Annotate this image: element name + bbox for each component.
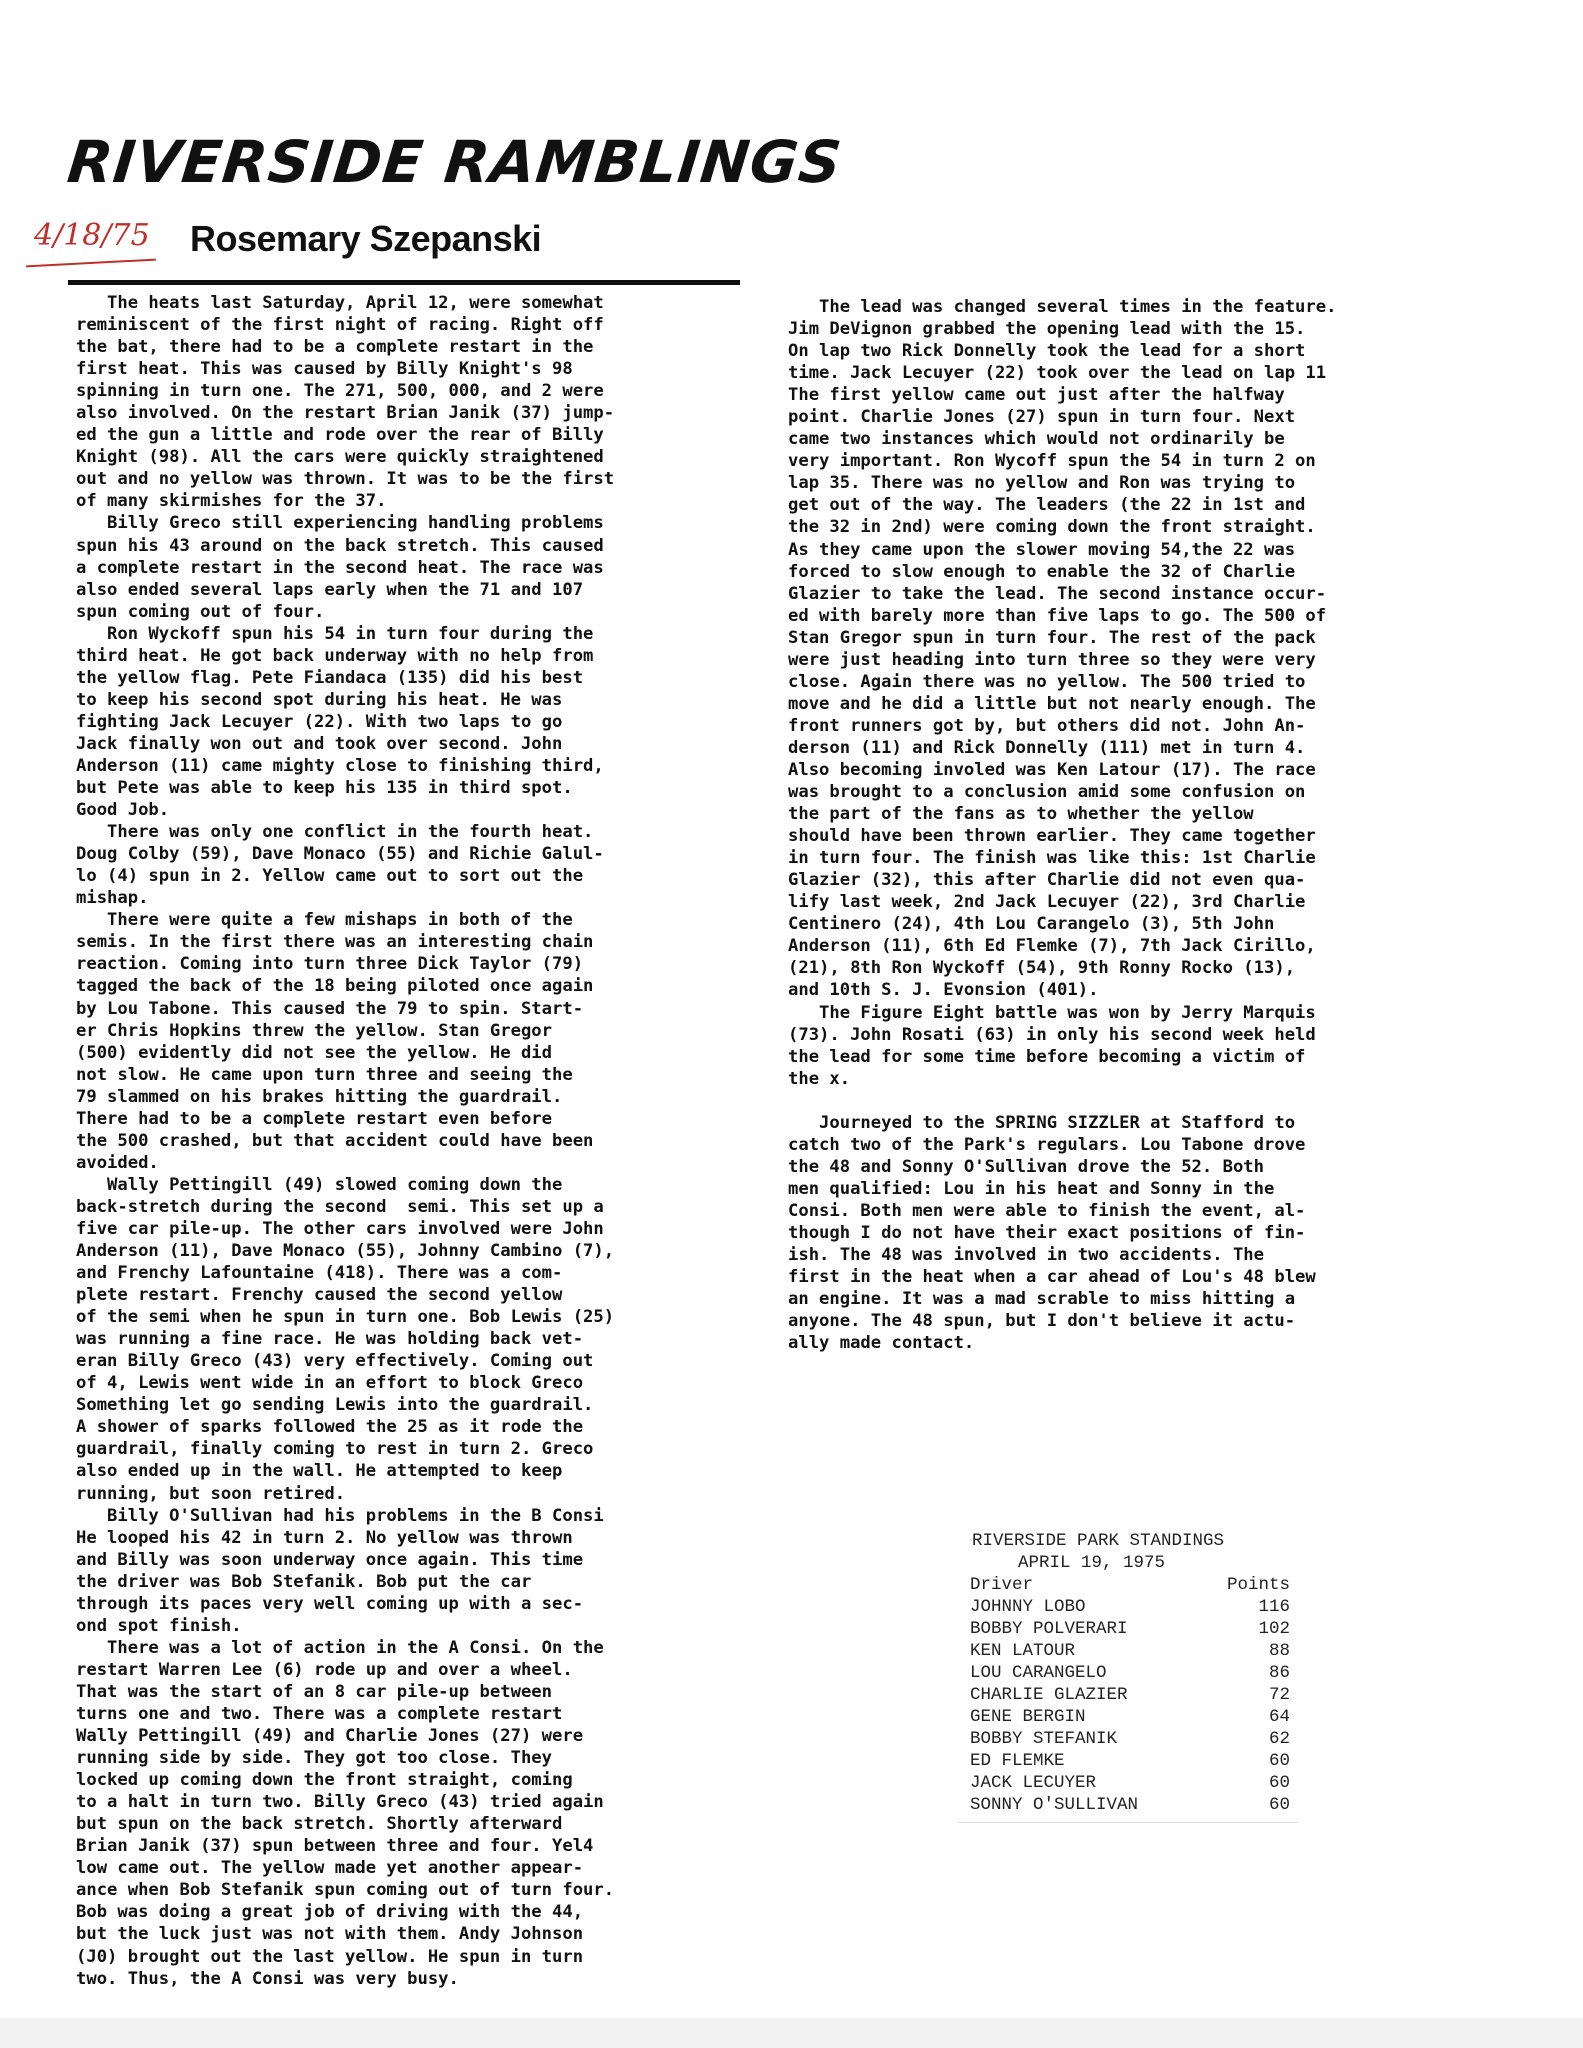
standings-row [970,1684,1290,1706]
article-text-line: get out of the way. The leaders (the 22 in 1st and [788,495,1306,516]
article-text-line: Journeyed to the SPRING SIZZLER at Stafford to [788,1112,1296,1133]
article-text-line: The Figure Eight battle was won by Jerry Marquis [788,1002,1316,1023]
article-text-line: point. Charlie Jones (27) spun in turn four. Next [788,407,1296,428]
standings-points-header: Points [1226,1575,1290,1595]
article-text-line: The first yellow came out just after the halfway [788,385,1285,406]
standings-table [970,1530,1290,1816]
article-text-line: low came out. The yellow made yet another appear- [76,1858,584,1879]
header-rule [68,280,740,285]
article-text-line: mishap. [76,888,149,909]
standings-driver: JACK LECUYER [970,1773,1097,1793]
article-text-line: Jim DeVignon grabbed the opening lead with the 15. [788,319,1306,340]
standings-driver: BOBBY POLVERARI [970,1619,1128,1639]
article-text-line: lo (4) spun in 2. Yellow came out to sort out the [76,866,584,887]
article-text-line: men qualified: Lou in his heat and Sonny in the [788,1178,1275,1199]
article-text-line: Also becoming involed was Ken Latour (17). The race [788,759,1316,780]
article-text-line: but spun on the back stretch. Shortly afterward [76,1814,563,1835]
article-text-line: of the semi when he spun in turn one. Bob Lewis (25) [76,1307,615,1328]
article-text-line: Good Job. [76,800,170,821]
article-text-line: Bob was doing a great job of driving with the 44, [76,1902,584,1923]
article-text-line: the 500 crashed, but that accident could have been [76,1130,594,1151]
standings-driver: SONNY O'SULLIVAN [970,1795,1139,1815]
page-bottom-edge [0,2018,1583,2048]
article-text-line: lify last week, 2nd Jack Lecuyer (22), 3rd Charlie [788,892,1306,913]
article-text-line: anyone. The 48 spun, but I don't believe it actu- [788,1311,1296,1332]
article-text-line: semis. In the first there was an interesting chain [76,932,594,953]
article-text-line: lap 35. There was no yellow and Ron was trying to [788,473,1296,494]
standings-points: 60 [1268,1773,1290,1793]
article-text-line: Glazier (32), this after Charlie did not even qua- [788,870,1306,891]
article-text-line: catch two of the Park's regulars. Lou Tabone drove [788,1134,1306,1155]
article-text-line: plete restart. Frenchy caused the second yellow [76,1285,563,1306]
headline: RIVERSIDE RAMBLINGS [64,128,846,196]
standings-row [970,1640,1290,1662]
article-text-line: the lead for some time before becoming a victim of [788,1046,1306,1067]
standings-row [970,1794,1290,1816]
article-text-line: and Billy was soon underway once again. This time [76,1549,584,1570]
article-text-line: front runners got by, but others did not. John An- [788,715,1306,736]
article-text-line: reaction. Coming into turn three Dick Taylor (79) [76,954,584,975]
article-text-line: There was a lot of action in the A Consi. On the [76,1637,604,1658]
right-column [788,296,1478,1354]
article-text-line: first in the heat when a car ahead of Lou's 48 blew [788,1267,1316,1288]
handwritten-date: 4/18/75 [34,218,150,253]
article-text-line: A shower of sparks followed the 25 as it rode the [76,1417,584,1438]
standings-points: 102 [1258,1619,1290,1639]
article-text-line: As they came upon the slower moving 54,the 22 was [788,539,1296,560]
byline: Rosemary Szepanski [190,218,542,259]
article-text-line: er Chris Hopkins threw the yellow. Stan Gregor [76,1020,552,1041]
article-text-line: of many skirmishes for the 37. [76,491,387,512]
article-text-line: running, but soon retired. [76,1483,346,1504]
standings-points: 60 [1268,1751,1290,1771]
standings-row [970,1662,1290,1684]
article-text-line: On lap two Rick Donnelly took the lead for a short [788,341,1306,362]
article-text-line: (21), 8th Ron Wyckoff (54), 9th Ronny Rocko (13), [788,958,1296,979]
standings-points: 60 [1268,1795,1290,1815]
article-text-line: also ended several laps early when the 71 and 107 [76,579,584,600]
article-text-line: the yellow flag. Pete Fiandaca (135) did his best [76,667,584,688]
standings-points: 88 [1268,1641,1290,1661]
article-text-line: the bat, there had to be a complete restart in the [76,337,594,358]
article-text-line: Jack finally won out and took over second. John [76,733,563,754]
article-text-line: locked up coming down the front straight, coming [76,1770,573,1791]
standings-points: 64 [1268,1707,1290,1727]
article-text-line: Stan Gregor spun in turn four. The rest of the pack [788,627,1316,648]
article-text-line: two. Thus, the A Consi was very busy. [76,1968,459,1989]
article-text-line: There was only one conflict in the fourth heat. [76,822,594,843]
article-text-line: but the luck just was not with them. Andy Johnson [76,1924,584,1945]
article-text-line: Billy Greco still experiencing handling problems [76,513,604,534]
article-text-line: the part of the fans as to whether the yellow [788,804,1254,825]
article-text-line: Consi. Both men were able to finish the event, al- [788,1200,1306,1221]
article-text-line: also ended up in the wall. He attempted to keep [76,1461,563,1482]
article-text-line: turns one and two. There was a complete restart [76,1704,563,1724]
article-text-line: Anderson (11) came mighty close to finishing third, [76,755,604,776]
article-text-line: There were quite a few mishaps in both of the [76,910,573,931]
article-text-line: an engine. It was a mad scrable to miss hitting a [788,1289,1296,1310]
article-text-line: spun coming out of four. [76,601,325,622]
standings-row [970,1772,1290,1794]
article-text-line: Glazier to take the lead. The second instance occur- [788,583,1327,604]
article-text-line: spun his 43 around on the back stretch. This caused [76,535,604,556]
article-text-line: derson (11) and Rick Donnelly (111) met in turn 4. [788,737,1306,758]
article-text-line: should have been thrown earlier. They came together [788,826,1316,847]
article-text-line: though I do not have their exact positions of fin- [788,1222,1306,1243]
article-text-line: very important. Ron Wycoff spun the 54 in turn 2 on [788,451,1316,472]
article-text-line: reminiscent of the first night of racing. Right off [76,315,604,336]
article-text-line: ance when Bob Stefanik spun coming out of turn four. [76,1880,615,1901]
article-text-line: first heat. This was caused by Billy Knight's 98 [76,359,573,380]
article-text-line: by Lou Tabone. This caused the 79 to spin. Start- [76,998,584,1019]
standings-rows [970,1596,1290,1816]
article-text-line: and 10th S. J. Evonsion (401). [788,980,1099,1001]
article-text-line: The lead was changed several times in the feature. [788,297,1337,317]
article-text-line: The heats last Saturday, April 12, were somewhat [76,293,604,313]
standings-driver: BOBBY STEFANIK [970,1729,1118,1749]
article-text-line: Something let go sending Lewis into the guardrail. [76,1395,594,1416]
article-text-line: of 4, Lewis went wide in an effort to block Greco [76,1373,584,1394]
article-text-line: guardrail, finally coming to rest in turn 2. Greco [76,1439,594,1460]
article-text-line: (500) evidently did not see the yellow. He did [76,1042,552,1063]
standings-driver: ED FLEMKE [970,1751,1065,1771]
article-text-line: Anderson (11), 6th Ed Flemke (7), 7th Jack Cirillo, [788,936,1316,957]
standings-row [970,1728,1290,1750]
article-text-line: was running a fine race. He was holding back vet- [76,1329,584,1350]
article-text-line: the 32 in 2nd) were coming down the front straight. [788,517,1316,538]
article-text-line: He looped his 42 in turn 2. No yellow was thrown [76,1527,573,1548]
article-text-line: eran Billy Greco (43) very effectively. Coming out [76,1351,594,1372]
article-text-line: came two instances which would not ordinarily be [788,429,1285,450]
article-text-line: was brought to a conclusion amid some confusion on [788,782,1306,803]
article-text-line: and Frenchy Lafountaine (418). There was a com- [76,1263,563,1284]
left-column [76,292,736,1990]
article-text-line: tagged the back of the 18 being piloted once again [76,976,594,997]
article-text-line: five car pile-up. The other cars involved were John [76,1218,604,1239]
article-text-line: avoided. [76,1152,159,1173]
article-text-line: to keep his second spot during his heat. He was [76,689,563,710]
article-text-line: close. Again there was no yellow. The 500 tried to [788,671,1306,692]
article-text-line: (73). John Rosati (63) in only his second week held [788,1024,1316,1045]
article-text-line: There had to be a complete restart even before [76,1108,552,1129]
article-text-line: the x. [788,1068,851,1089]
article-text-line: back-stretch during the second semi. This set up a [76,1196,604,1217]
standings-driver: KEN LATOUR [970,1641,1076,1661]
article-text-line: Centinero (24), 4th Lou Carangelo (3), 5th John [788,914,1275,935]
standings-row [970,1706,1290,1728]
article-text-line: spinning in turn one. The 271, 500, 000, and 2 were [76,381,604,402]
article-text-line: Anderson (11), Dave Monaco (55), Johnny Cambino (7), [76,1241,615,1262]
article-text-line: Brian Janik (37) spun between three and four. Yel4 [76,1836,594,1857]
article-text-line: fighting Jack Lecuyer (22). With two laps to go [76,711,563,732]
standings-row [970,1750,1290,1772]
standings-points: 116 [1258,1597,1290,1617]
article-text-line: ally made contact. [788,1333,975,1354]
article-text-line: out and no yellow was thrown. It was to be the first [76,469,615,490]
article-text-line: the 48 and Sonny O'Sullivan drove the 52. Both [788,1156,1264,1177]
article-text-line: (J0) brought out the last yellow. He spun in turn [76,1946,584,1967]
article-text-line: ish. The 48 was involved in two accidents. The [788,1245,1264,1266]
standings-driver: GENE BERGIN [970,1707,1086,1727]
article-text-line: not slow. He came upon turn three and seeing the [76,1064,573,1085]
article-text-line: Billy O'Sullivan had his problems in the B Consi [76,1505,604,1526]
article-text-line: but Pete was able to keep his 135 in third spot. [76,778,573,799]
article-text-line: 79 slammed on his brakes hitting the guardrail. [76,1086,563,1107]
article-text-line: were just heading into turn three so they were very [788,649,1316,670]
article-text-line: ed the gun a little and rode over the rear of Billy [76,425,604,446]
article-text-line: Doug Colby (59), Dave Monaco (55) and Richie Galul- [76,844,604,865]
standings-points: 72 [1268,1685,1290,1705]
article-text-line: time. Jack Lecuyer (22) took over the lead on lap 11 [788,363,1327,384]
standings-points: 86 [1268,1663,1290,1683]
article-text-line: Wally Pettingill (49) and Charlie Jones (27) were [76,1726,584,1747]
article-text-line: a complete restart in the second heat. The race was [76,557,604,578]
standings-driver: JOHNNY LOBO [970,1597,1086,1617]
standings-row [970,1596,1290,1618]
article-text-line: in turn four. The finish was like this: 1st Charlie [788,848,1316,869]
article-text-line: move and he did a little but not nearly enough. The [788,693,1316,714]
standings-date: APRIL 19, 1975 [1018,1553,1166,1573]
article-text-line: Knight (98). All the cars were quickly straightened [76,447,604,468]
standings-driver: LOU CARANGELO [970,1663,1107,1683]
standings-header [970,1574,1290,1596]
standings-driver-header: Driver [970,1575,1034,1595]
standings-title: RIVERSIDE PARK STANDINGS [972,1531,1225,1551]
article-text-line: ed with barely more than five laps to go. The 500 of [788,605,1327,626]
article-text-line: also involved. On the restart Brian Janik (37) jump- [76,403,615,424]
handwritten-underline [26,259,156,268]
article-text-line [788,1090,1478,1112]
article-text-line: through its paces very well coming up with a sec- [76,1593,584,1614]
article-text-line: restart Warren Lee (6) rode up and over a wheel. [76,1659,573,1680]
standings-driver: CHARLIE GLAZIER [970,1685,1128,1705]
article-text-line: third heat. He got back underway with no help from [76,645,594,666]
article-text-line: ond spot finish. [76,1615,242,1636]
article-text-line: forced to slow enough to enable the 32 of Charlie [788,561,1296,582]
article-text-line: to a halt in turn two. Billy Greco (43) tried again [76,1792,604,1813]
article-text-line: That was the start of an 8 car pile-up between [76,1681,552,1702]
article-text-line: Wally Pettingill (49) slowed coming down the [76,1174,563,1195]
article-text-line: running side by side. They got too close. They [76,1748,552,1769]
standings-row [970,1618,1290,1640]
article-text-line: the driver was Bob Stefanik. Bob put the car [76,1571,532,1592]
standings-points: 62 [1268,1729,1290,1749]
article-text-line: Ron Wyckoff spun his 54 in turn four during the [76,623,594,644]
